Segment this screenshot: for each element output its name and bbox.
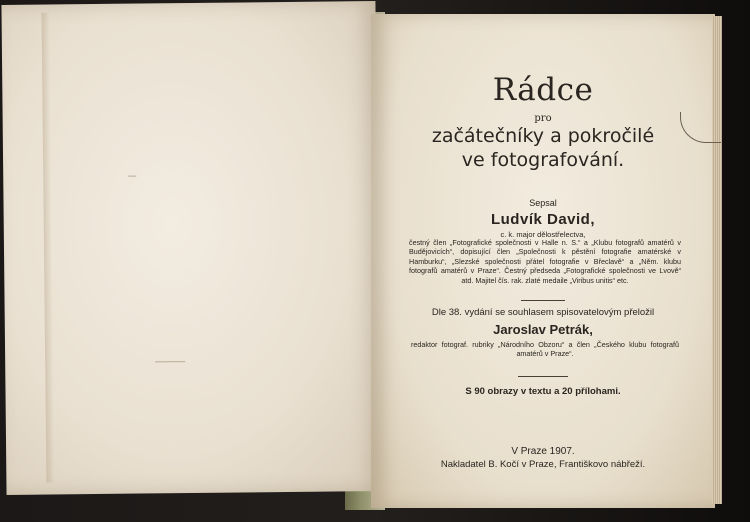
book-subtitle (371, 124, 715, 172)
author-name: Ludvík David, (490, 211, 596, 228)
author-memberships: čestný člen „Fotografické společnosti v Halle n. S.“ a „Klubu fotografů amatérů v Budějovicích“, dopisující člen „Společnosti k pěstění fotografie amatérské v Hamburku“, „Slezské společnosti přátel fotografie v Břeclavě“ a „Něm. klubu fotografů amatérů v Praze“. Čestný předseda „Fotografické společnosti ve Lvově“ atd. Majitel čís. rak. zlaté medaile „Viribus unitis“ etc. (409, 238, 681, 285)
illustrations-note: S 90 obrazy v textu a 20 přílohami. (465, 386, 621, 397)
left-blank-page (1, 1, 380, 495)
edition-note: Dle 38. vydání se souhlasem spisovatelovým přeložil (431, 307, 655, 318)
author-rank: c. k. major dělostřelectva, (500, 230, 586, 239)
divider-rule (518, 376, 568, 377)
written-by-label: Sepsal (529, 198, 557, 208)
place-and-year: V Praze 1907. (511, 446, 575, 457)
page-fold-shadow (42, 12, 55, 482)
subtitle-line-2: ve fotografování. (461, 149, 625, 171)
title-page (371, 14, 715, 508)
book-title: Rádce (492, 72, 594, 108)
page-speck (155, 361, 185, 362)
subtitle-line-1: začátečníky a pokročilé (431, 125, 655, 147)
divider-rule (521, 300, 565, 301)
title-pro: pro (534, 113, 552, 124)
translator-name: Jaroslav Petrák, (493, 322, 593, 337)
publisher-line: Nakladatel B. Kočí v Praze, Františkovo nábřeží. (440, 459, 646, 470)
translator-info: redaktor fotograf. rubriky „Národního Obzoru“ a člen „Českého klubu fotografů amatérů v Praze“. (411, 340, 679, 359)
page-stack-edge (712, 16, 722, 504)
page-speck (128, 176, 136, 177)
